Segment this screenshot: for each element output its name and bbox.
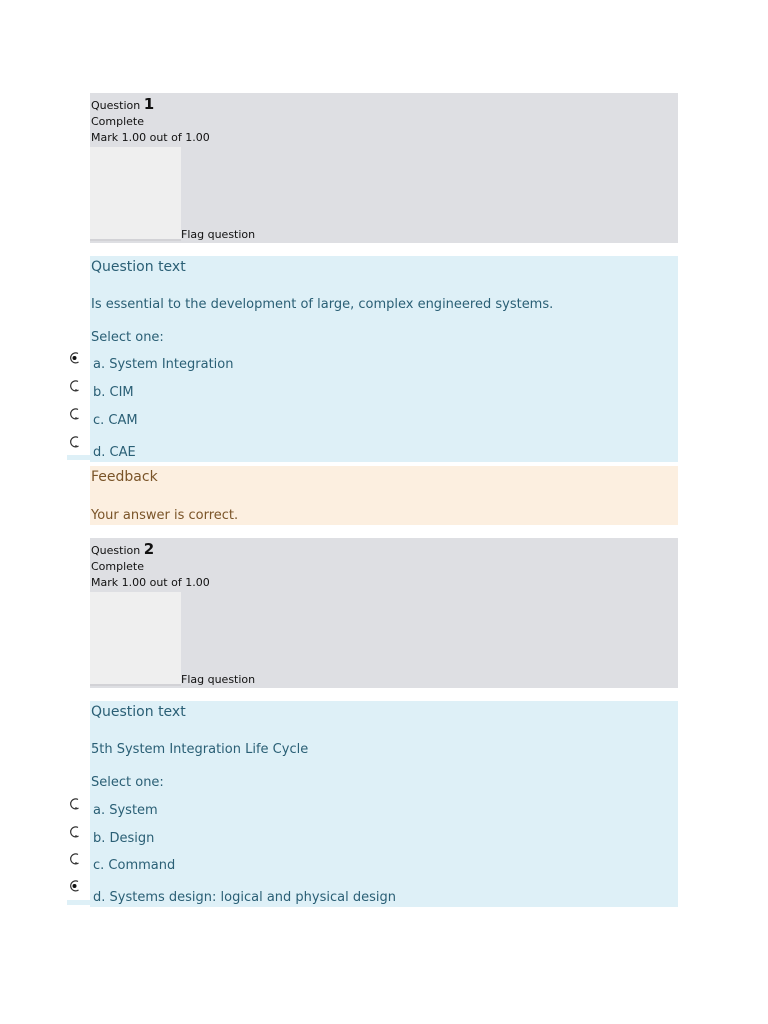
- radio-option-b[interactable]: [67, 378, 83, 394]
- question-state: Complete: [91, 115, 145, 128]
- question-2-info: [90, 538, 678, 688]
- answer-option-c[interactable]: c. CAM: [93, 413, 138, 428]
- question-number: [91, 95, 154, 113]
- radio-option-d[interactable]: [67, 434, 83, 450]
- answer-option-a[interactable]: a. System: [93, 803, 158, 818]
- divider: [90, 239, 181, 241]
- option-row-strip: [67, 900, 90, 905]
- radio-option-a[interactable]: [67, 796, 83, 812]
- question-text-heading: Question text: [91, 704, 186, 720]
- feedback-heading: Feedback: [91, 469, 158, 485]
- radio-option-c[interactable]: [67, 851, 83, 867]
- question-1-info: [90, 93, 678, 243]
- flag-icon-area[interactable]: [90, 147, 181, 239]
- question-1-formulation: [90, 256, 678, 462]
- divider: [90, 684, 181, 686]
- question-text: Is essential to the development of large, complex engineered systems.: [91, 297, 554, 312]
- radio-option-d[interactable]: [67, 878, 83, 894]
- answer-option-b[interactable]: b. Design: [93, 831, 155, 846]
- radio-option-c[interactable]: [67, 406, 83, 422]
- question-grade: Mark 1.00 out of 1.00: [91, 131, 210, 144]
- select-one-prompt: Select one:: [91, 330, 164, 345]
- answer-option-d[interactable]: d. Systems design: logical and physical design: [93, 890, 396, 905]
- question-number: [91, 540, 154, 558]
- radio-option-a[interactable]: [67, 350, 83, 366]
- flag-question-link[interactable]: Flag question: [181, 228, 256, 241]
- answer-option-c[interactable]: c. Command: [93, 858, 176, 873]
- question-label: Question: [91, 544, 141, 557]
- flag-question-link[interactable]: Flag question: [181, 673, 256, 686]
- option-row-strip: [67, 455, 90, 460]
- answer-option-d[interactable]: d. CAE: [93, 445, 136, 460]
- answer-option-b[interactable]: b. CIM: [93, 385, 134, 400]
- feedback-text: Your answer is correct.: [91, 508, 239, 523]
- answer-option-a[interactable]: a. System Integration: [93, 357, 234, 372]
- question-2-formulation: [90, 701, 678, 907]
- question-text: 5th System Integration Life Cycle: [91, 742, 309, 757]
- question-text-heading: Question text: [91, 259, 186, 275]
- question-number-value: 2: [143, 540, 155, 558]
- question-grade: Mark 1.00 out of 1.00: [91, 576, 210, 589]
- question-state: Complete: [91, 560, 145, 573]
- question-number-value: 1: [143, 95, 155, 113]
- flag-icon-area[interactable]: [90, 592, 181, 684]
- question-label: Question: [91, 99, 141, 112]
- radio-option-b[interactable]: [67, 824, 83, 840]
- select-one-prompt: Select one:: [91, 775, 164, 790]
- feedback-panel: [90, 466, 678, 525]
